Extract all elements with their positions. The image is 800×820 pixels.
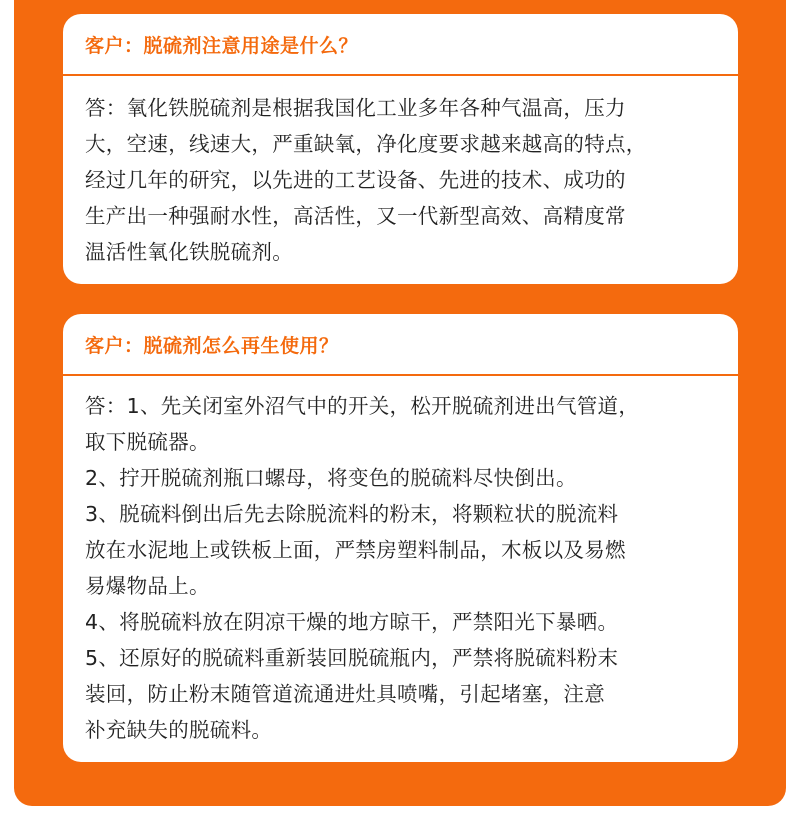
answer-line: 易爆物品上。 bbox=[85, 574, 210, 598]
answer-line: 经过几年的研究，以先进的工艺设备、先进的技术、成功的 bbox=[85, 168, 626, 192]
answer-line: 温活性氧化铁脱硫剂。 bbox=[85, 240, 293, 264]
faq-question-usage: 客户：脱硫剂注意用途是什么？ bbox=[85, 34, 359, 57]
answer-line: 取下脱硫器。 bbox=[85, 430, 210, 454]
answer-line: 4、将脱硫料放在阴凉干燥的地方晾干，严禁阳光下暴晒。 bbox=[85, 610, 619, 634]
faq-answer-regeneration bbox=[63, 376, 738, 748]
answer-line: 答：1、先关闭室外沼气中的开关，松开脱硫剂进出气管道， bbox=[85, 394, 640, 418]
answer-line: 放在水泥地上或铁板上面，严禁房塑料制品，木板以及易燃 bbox=[85, 538, 626, 562]
faq-question-regeneration: 客户：脱硫剂怎么再生使用？ bbox=[85, 334, 339, 357]
answer-line: 5、还原好的脱硫料重新装回脱硫瓶内，严禁将脱硫料粉末 bbox=[85, 646, 619, 670]
answer-line: 3、脱硫料倒出后先去除脱流料的粉末，将颗粒状的脱流料 bbox=[85, 502, 619, 526]
answer-line: 大，空速，线速大，严重缺氧，净化度要求越来越高的特点， bbox=[85, 132, 647, 156]
faq-card-regeneration bbox=[63, 314, 738, 762]
answer-line: 补充缺失的脱硫料。 bbox=[85, 718, 273, 742]
answer-line: 生产出一种强耐水性，高活性，又一代新型高效、高精度常 bbox=[85, 204, 626, 228]
answer-line: 2、拧开脱硫剂瓶口螺母，将变色的脱硫料尽快倒出。 bbox=[85, 466, 577, 490]
answer-line: 装回，防止粉末随管道流通进灶具喷嘴，引起堵塞，注意 bbox=[85, 682, 605, 706]
faq-card-usage bbox=[63, 14, 738, 284]
answer-line: 答：氧化铁脱硫剂是根据我国化工业多年各种气温高，压力 bbox=[85, 96, 626, 120]
faq-answer-usage bbox=[63, 76, 738, 270]
